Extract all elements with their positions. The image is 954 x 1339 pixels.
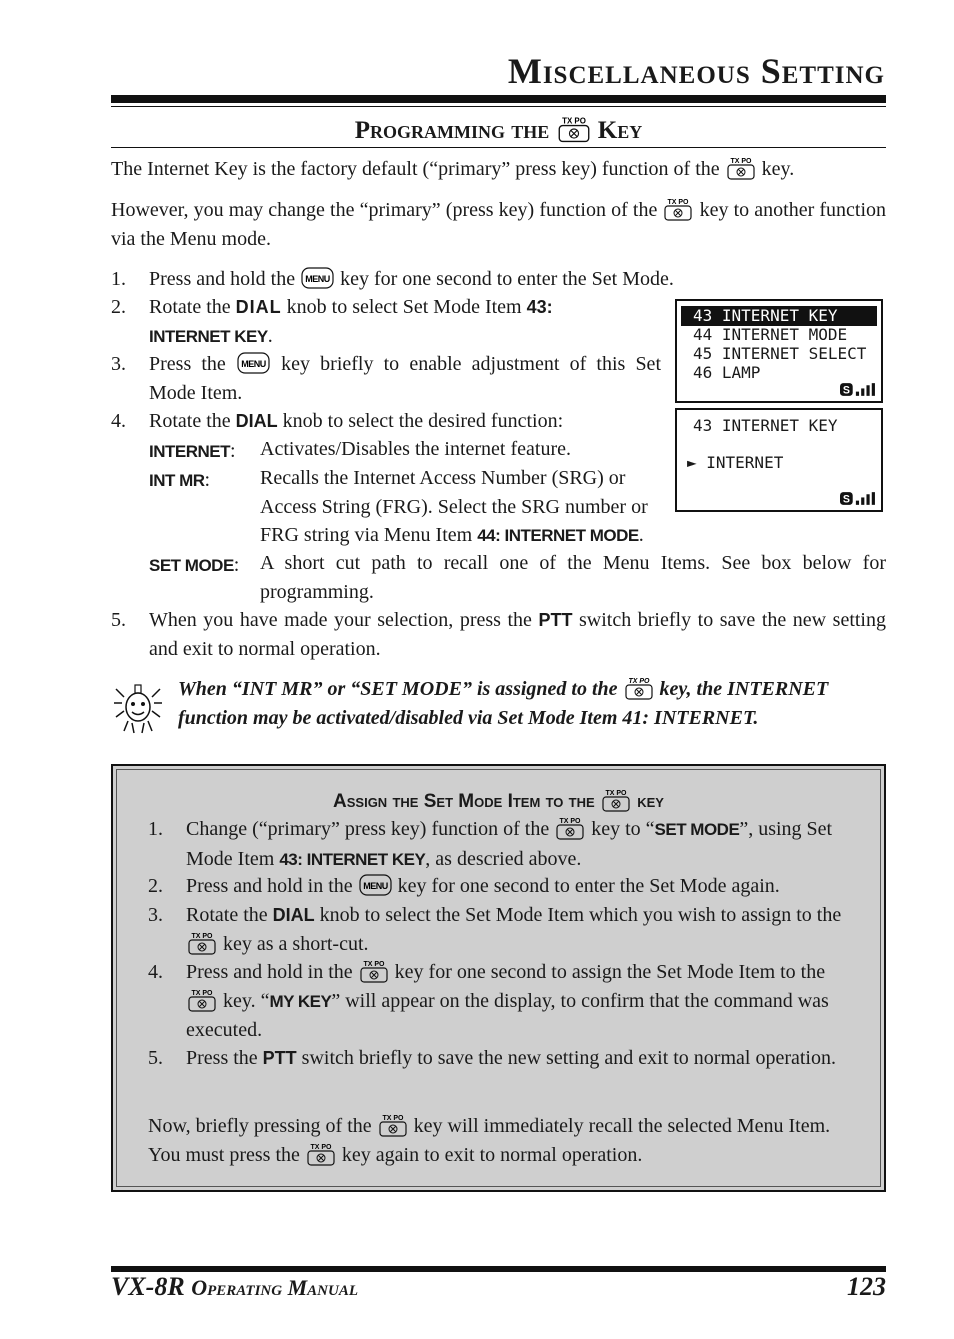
footer-manual-title: VX-8R Operating Manual [111,1272,358,1301]
step-3: 3. Press the key briefly to enable adjustment of this Set Mode Item. [111,353,661,404]
txpo-key-icon [378,1113,408,1137]
title-subrule [111,106,886,107]
lcd-item-value [675,408,883,512]
menu-key-icon [359,874,392,896]
txpo-key-icon [726,156,756,180]
lcd-row: 46 LAMP [693,363,761,382]
step-2: 2. Rotate the DIAL knob to select Set Mode Item 43: INTERNET KEY. [111,296,553,347]
box-step-1: 1. Change (“primary” press key) function of the key to “SET MODE”, using Set Mode Item 43: INTERNET KEY, as descried above. [148,818,833,870]
lcd-row: 43 INTERNET KEY [693,416,838,435]
txpo-key-icon [601,788,631,812]
box-step-3: 3. Rotate the DIAL knob to select the Set Mode Item which you wish to assign to the key as a short-cut. [148,904,842,955]
txpo-key-icon [187,988,217,1012]
box-step-4: 4. Press and hold in the key for one second to assign the Set Mode Item to the key. “MY KEY” will appear on the display, to confirm that the command was executed. [148,961,829,1041]
title-rule [111,95,886,103]
assign-set-mode-box [111,764,886,1192]
txpo-key-icon [555,816,585,840]
txpo-key-icon [663,197,693,221]
box-title: Assign the Set Mode Item to the key [113,788,884,813]
step-4: 4. Rotate the DIAL knob to select the desired function: [111,410,564,432]
box-step-5: 5. Press the PTT switch briefly to save the new setting and exit to normal operation. [148,1047,836,1069]
page-number: 123 [847,1272,886,1301]
option-internet: INTERNET: Activates/Disables the internet feature. [149,438,571,462]
box-closing-paragraph: Now, briefly pressing of the key will immediately recall the selected Menu Item. You must press the key again to exit to normal operation. [148,1115,831,1166]
txpo-key-icon [624,676,654,700]
section-rule [111,147,886,148]
lcd-menu-list [675,299,883,403]
note-mascot-icon [112,683,164,735]
menu-key-icon [237,352,270,374]
box-step-2: 2. Press and hold in the key for one second to enter the Set Mode again. [148,875,780,897]
step-5: 5. When you have made your selection, press the PTT switch briefly to save the new setting and exit to normal operation. [111,609,886,660]
txpo-key-icon [187,931,217,955]
section-title: Programming the Key [354,117,643,144]
battery-signal-icon [840,383,876,396]
txpo-key-icon [359,959,389,983]
intro-paragraph-2: However, you may change the “primary” (press key) function of the key to another function via the Menu mode. [111,199,886,250]
lcd-row: 43 INTERNET KEY [681,306,877,326]
txpo-key-icon [306,1142,336,1166]
step-1: 1. Press and hold the key for one second to enter the Set Mode. [111,268,674,290]
lcd-row: 45 INTERNET SELECT [693,344,867,363]
page-title: Miscellaneous Setting [507,51,885,91]
txpo-key-icon [557,115,591,143]
lcd-row: ► INTERNET [687,453,784,472]
lcd-row: 44 INTERNET MODE [693,325,848,344]
menu-key-icon [301,267,334,289]
note-text: When “INT MR” or “SET MODE” is assigned to the key, the INTERNET function may be activated/disabled via Set Mode Item 41: INTERNET. [178,678,829,729]
option-int-mr: INT MR: Recalls the Internet Access Number (SRG) or Access String (FRG). Select the SRG number or FRG string via Menu Item 44: INTERNET MODE. [149,467,648,546]
intro-paragraph-1: The Internet Key is the factory default (“primary” press key) function of the key. [111,158,795,180]
option-set-mode: SET MODE: A short cut path to recall one of the Menu Items. See box below for programming. [149,552,886,603]
battery-signal-icon [840,492,876,505]
